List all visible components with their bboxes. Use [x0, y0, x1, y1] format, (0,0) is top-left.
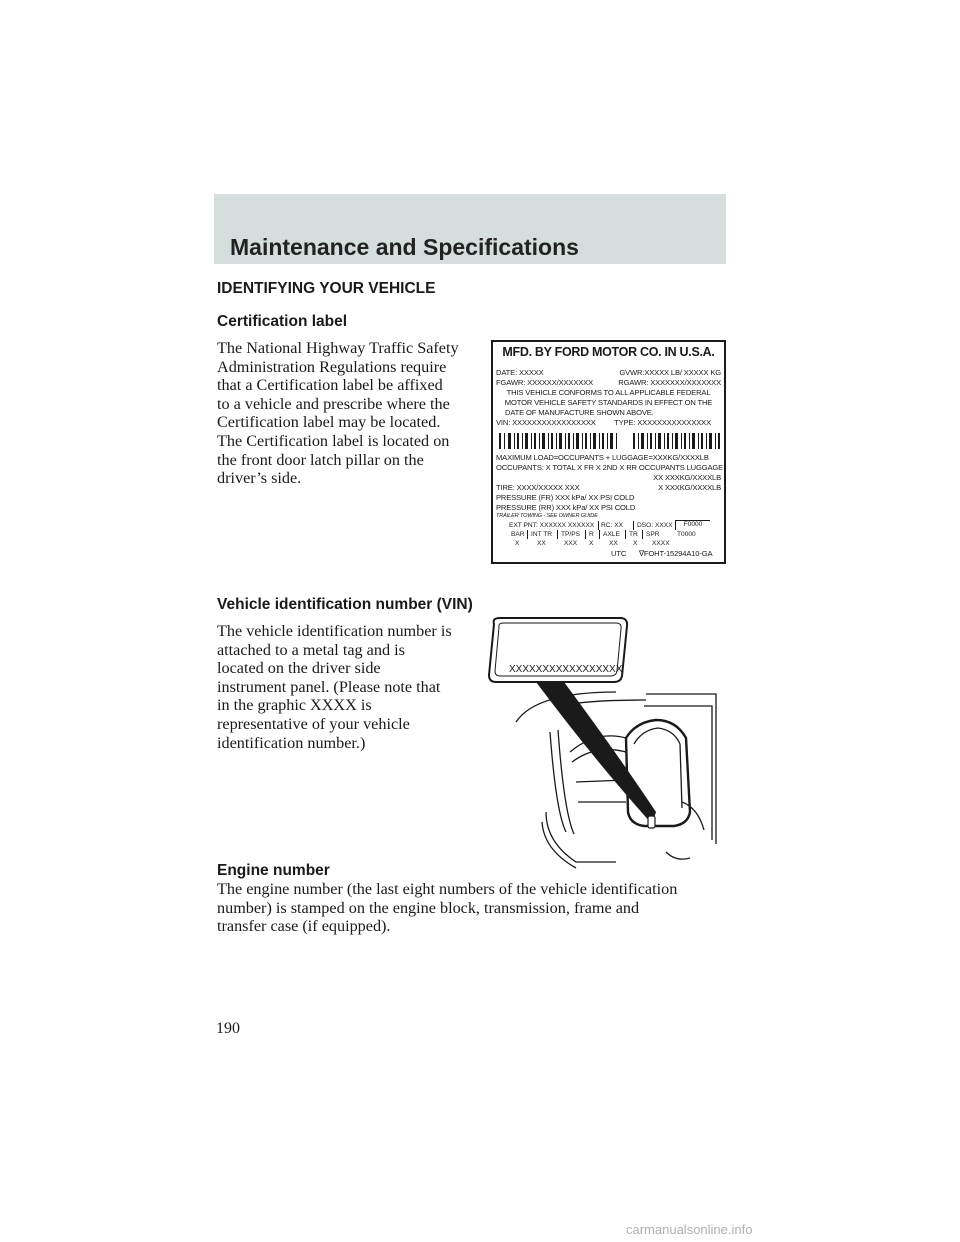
cert-pressure-fr: PRESSURE (FR) XXX kPa/ XX PSI COLD [496, 493, 635, 502]
text-line: The engine number (the last eight numbers of the vehicle identification [217, 880, 678, 898]
text-line: to a vehicle and prescribe where the [217, 394, 450, 413]
cert-tr: TR [629, 531, 638, 538]
text-line: The Certification label is located on [217, 431, 450, 450]
barcode-graphic [633, 433, 721, 449]
text-line: The National Highway Traffic Safety [217, 339, 459, 357]
cert-conform-line: THIS VEHICLE CONFORMS TO ALL APPLICABLE FEDERAL [506, 388, 711, 397]
cert-type: TYPE: XXXXXXXXXXXXXXX [614, 418, 711, 427]
text-line: identification number.) [217, 733, 366, 752]
certification-label-heading: Certification label [217, 313, 348, 330]
cert-vin: VIN: XXXXXXXXXXXXXXXXX [496, 418, 596, 427]
cert-value: X [633, 540, 638, 547]
grid-divider [585, 530, 586, 539]
cert-rc: RC: XX [601, 522, 623, 529]
cert-max-load: MAXIMUM LOAD=OCCUPANTS + LUGGAGE=XXXKG/XXXXLB [496, 453, 709, 462]
cert-occ-values: XX XXXKG/XXXXLB [653, 473, 721, 482]
page-number: 190 [216, 1020, 240, 1037]
text-line: number) is stamped on the engine block, transmission, frame and [217, 898, 640, 917]
cert-dso: DSO: XXXX [637, 522, 673, 529]
text-line: attached to a metal tag and is [217, 640, 405, 659]
cert-occ-values: X XXXKG/XXXXLB [658, 483, 721, 492]
cert-grid-row [509, 530, 723, 539]
cert-fgawr: FGAWR: XXXXXX/XXXXXXX [496, 378, 594, 387]
cert-ext-pnt: EXT PNT: XXXXXX XXXXXX [509, 522, 595, 529]
vin-heading: Vehicle identification number (VIN) [217, 596, 473, 613]
cert-r: R [589, 531, 594, 538]
text-line: representative of your vehicle [217, 714, 410, 733]
text-line: the front door latch pillar on the [217, 450, 424, 469]
vin-location-marker [648, 816, 655, 828]
cert-label-title: MFD. BY FORD MOTOR CO. IN U.S.A. [502, 345, 715, 359]
cert-value: XXX [564, 540, 578, 547]
cert-f-code: F0000 [675, 520, 710, 530]
watermark: carmanualsonline.info [626, 1222, 753, 1237]
text-line: Administration Regulations require [217, 357, 447, 376]
cert-value: X [589, 540, 594, 547]
engine-number-heading: Engine number [217, 862, 330, 879]
cert-bar: BAR [511, 531, 525, 538]
cert-row-tire [496, 483, 721, 492]
cert-value: XX [609, 540, 618, 547]
text-line: instrument panel. (Please note that [217, 677, 441, 696]
cert-grid-row [509, 539, 723, 548]
cert-date: DATE: XXXXX [496, 368, 544, 377]
vin-paragraph [217, 622, 477, 752]
grid-divider [633, 521, 634, 530]
cert-gvwr: GVWR:XXXXX LB/ XXXXX KG [619, 368, 721, 377]
cert-t-code: T0000 [677, 531, 696, 538]
cert-occupants: OCCUPANTS: X TOTAL X FR X 2ND X RR OCCUPANTS LUGGAGE [496, 463, 724, 472]
text-line: located on the driver side [217, 659, 381, 678]
cert-utc: UTC [611, 549, 627, 558]
grid-divider [598, 521, 599, 530]
cert-row-vin [496, 418, 721, 427]
cert-rgawr: RGAWR: XXXXXXX/XXXXXXX [618, 378, 721, 387]
text-line: in the graphic XXXX is [217, 696, 372, 715]
vin-tag-text: XXXXXXXXXXXXXXXXX [509, 664, 623, 675]
text-line: that a Certification label be affixed [217, 376, 443, 395]
cert-conform-line: DATE OF MANUFACTURE SHOWN ABOVE. [505, 408, 654, 417]
cert-tp-ps: TP/PS [561, 531, 581, 538]
grid-divider [527, 530, 528, 539]
grid-divider [557, 530, 558, 539]
cert-value: XXXX [652, 540, 670, 547]
certification-label-paragraph [217, 339, 477, 488]
engine-number-paragraph [217, 880, 737, 936]
cert-conform-line: MOTOR VEHICLE SAFETY STANDARDS IN EFFECT ON THE [504, 398, 713, 407]
cert-pressure-rr: PRESSURE (RR) XXX kPa/ XX PSI COLD [496, 503, 636, 512]
text-line: transfer case (if equipped). [217, 917, 391, 936]
cert-value: X [515, 540, 520, 547]
barcode-graphic [499, 433, 619, 449]
cert-row-utc [611, 549, 721, 558]
page-heading: IDENTIFYING YOUR VEHICLE [217, 280, 436, 297]
cert-spr: SPR [646, 531, 660, 538]
text-line: Certification label may be located. [217, 413, 441, 432]
cert-axle: AXLE [603, 531, 620, 538]
text-line: driver’s side. [217, 469, 302, 488]
certification-label-figure [491, 340, 726, 564]
grid-divider [642, 530, 643, 539]
cert-row-date [496, 368, 721, 377]
cert-trailer-note: TRAILER TOWING - SEE OWNER GUIDE [496, 513, 598, 519]
cert-value: XX [537, 540, 546, 547]
cert-tire: TIRE: XXXX/XXXXX XXX [496, 483, 580, 492]
vin-tag-graphic [489, 618, 627, 682]
grid-divider [625, 530, 626, 539]
grid-divider [599, 530, 600, 539]
vin-location-figure [476, 612, 726, 874]
cert-row-gawr [496, 378, 721, 387]
section-title: Maintenance and Specifications [230, 234, 579, 260]
cert-int-tr: INT TR [531, 531, 553, 538]
text-line: The vehicle identification number is [217, 622, 452, 640]
cert-figure-code: ∇FOHT-15294A10-GA [639, 549, 713, 558]
pointer-wedge [536, 682, 656, 824]
